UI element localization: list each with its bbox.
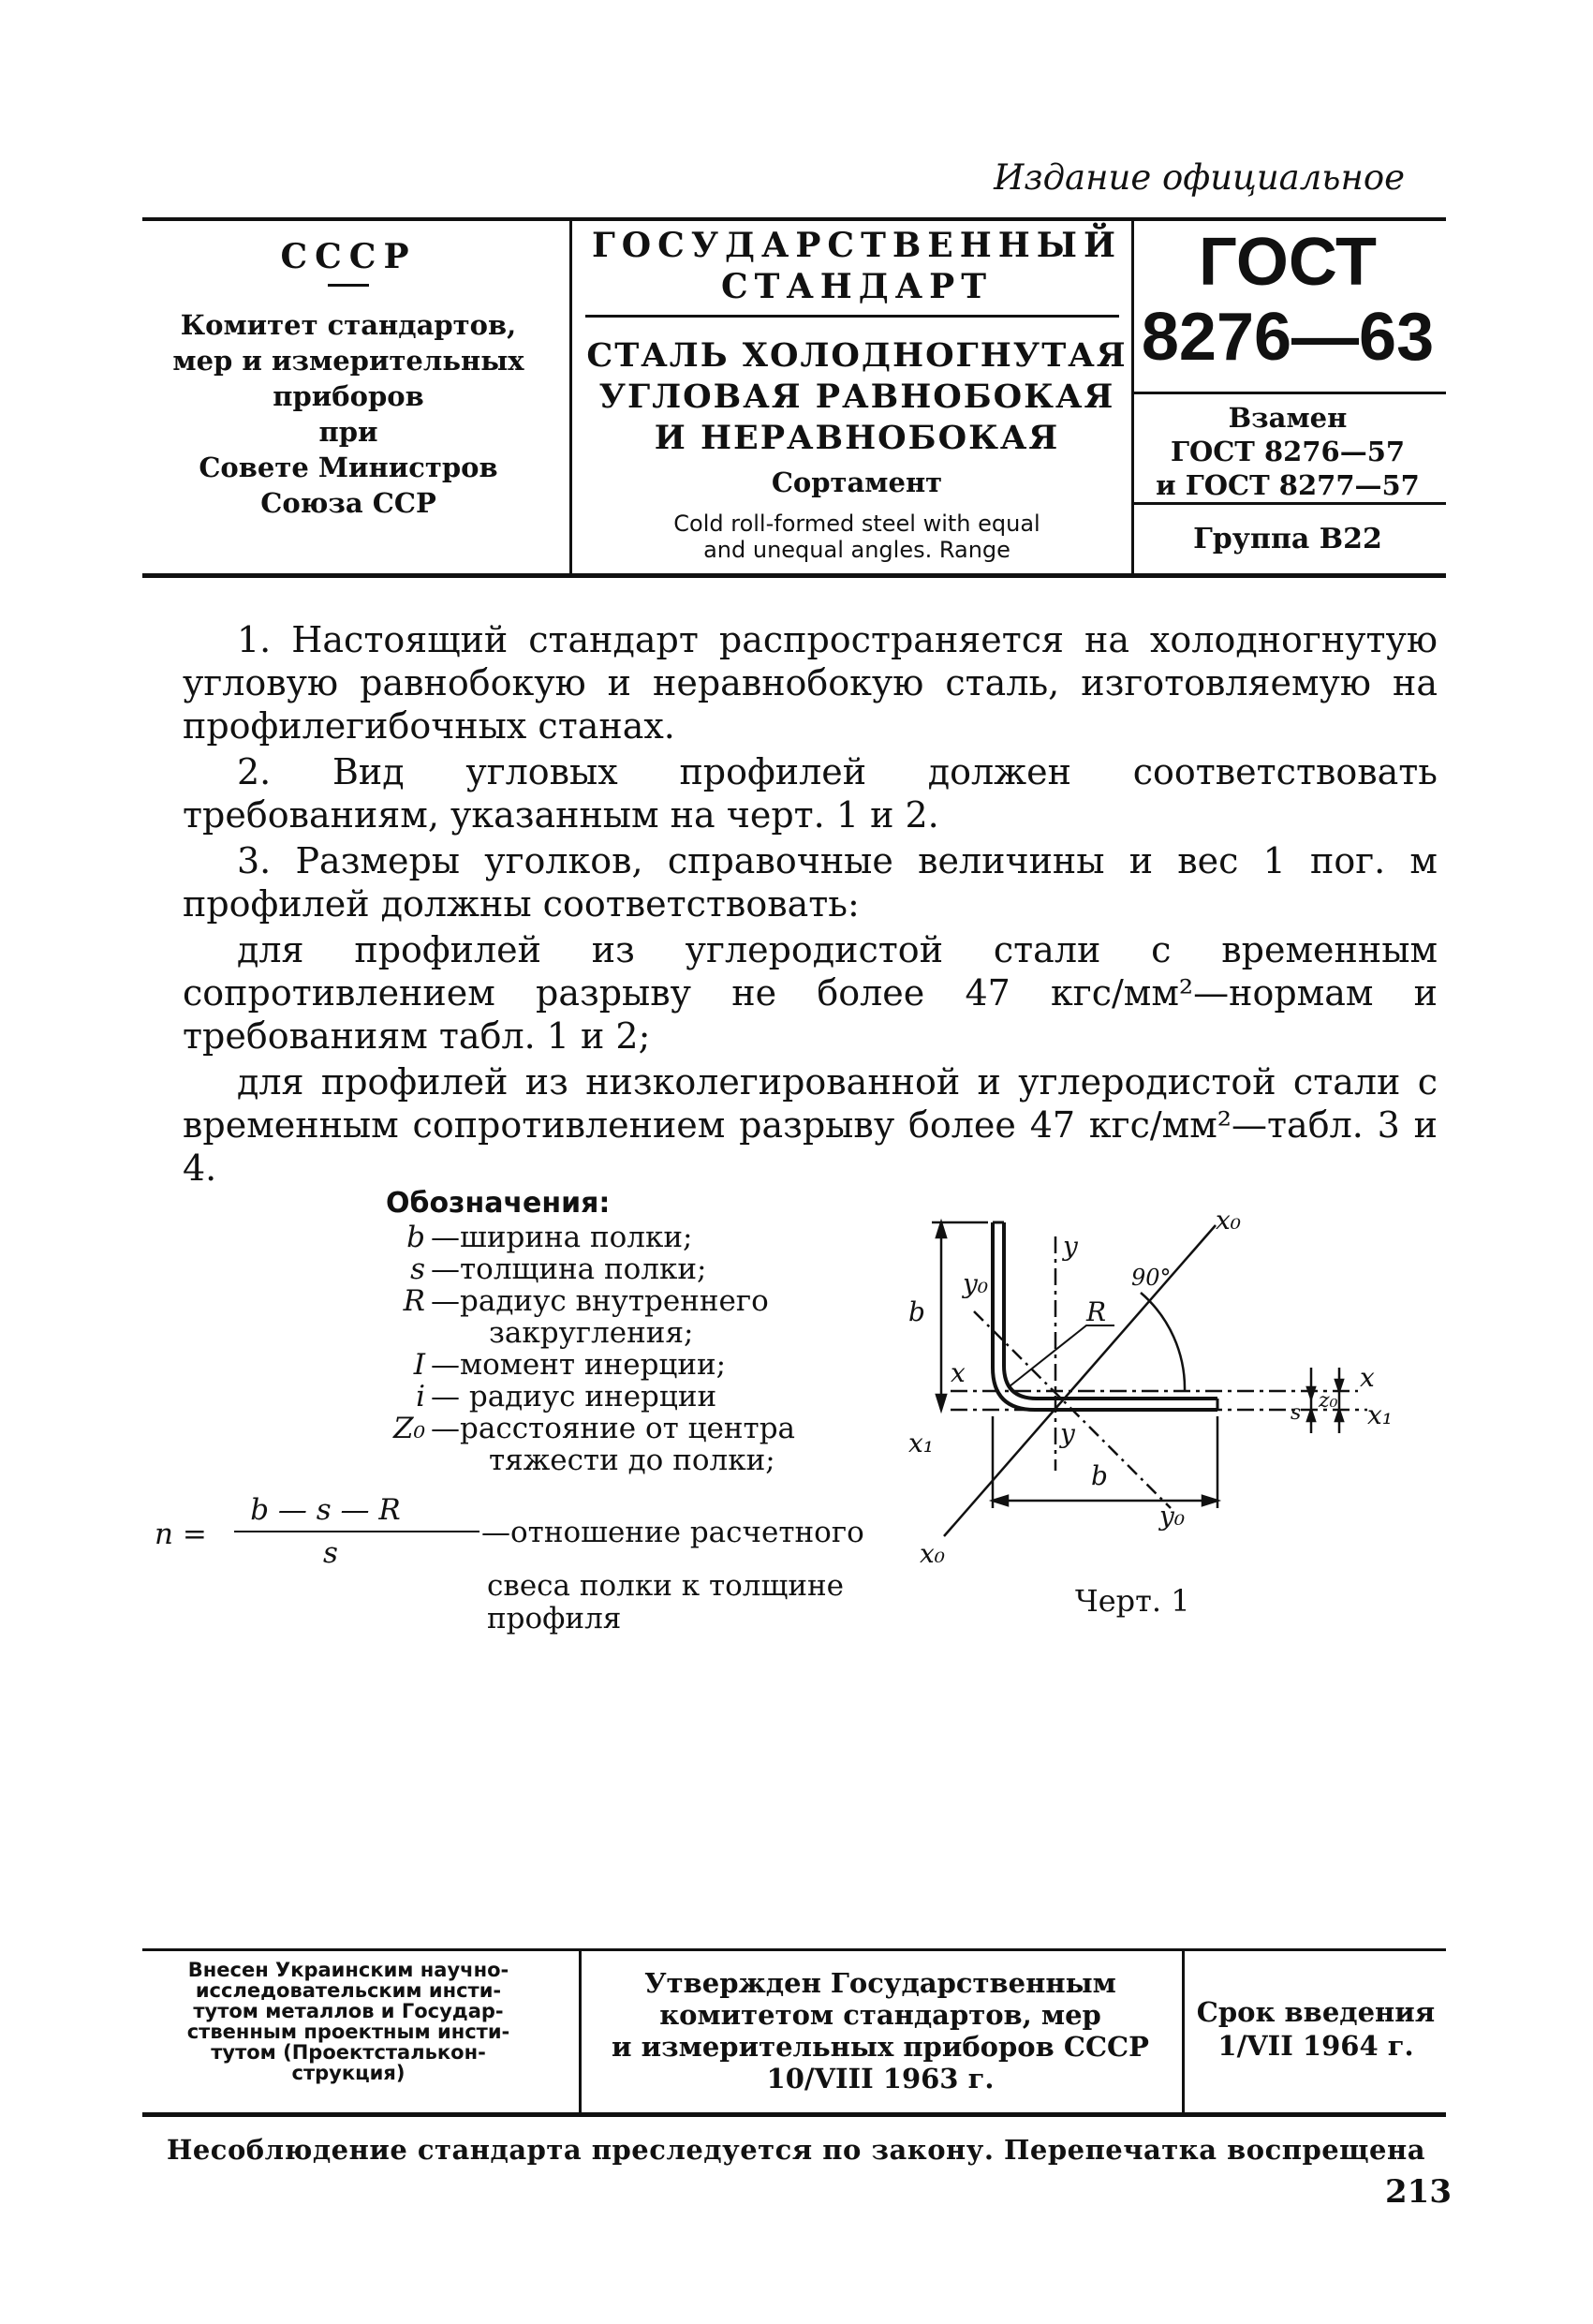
standard-type xyxy=(576,225,1138,307)
standard-type-line: ГОСУДАРСТВЕННЫЙ xyxy=(591,226,1123,265)
notation-definition: —момент инерции; xyxy=(431,1348,727,1382)
notation-item xyxy=(150,1349,862,1381)
approved-by xyxy=(590,1967,1171,2095)
label-radius: R xyxy=(1086,1296,1107,1327)
notation-symbol: I xyxy=(413,1348,425,1382)
header-bottom-rule xyxy=(142,573,1446,578)
gost-designation xyxy=(1133,225,1442,375)
notation-item xyxy=(150,1413,862,1444)
label-b-bottom: b xyxy=(1091,1460,1108,1491)
formula-lhs: n = xyxy=(155,1517,207,1551)
formula-continuation: свеса полки к толщине xyxy=(487,1569,844,1603)
replaces-line: ГОСТ 8276—57 xyxy=(1170,436,1406,467)
committee-line: мер и измерительных xyxy=(172,345,524,377)
committee-line: приборов xyxy=(273,380,424,412)
label-s: s xyxy=(1291,1401,1302,1425)
notation-item xyxy=(150,1221,862,1253)
formula-fraction-bar xyxy=(234,1531,479,1532)
english-title-line: and unequal angles. Range xyxy=(703,537,1010,563)
country-dash xyxy=(328,284,369,287)
label-x0-top: x₀ xyxy=(1216,1205,1242,1236)
legal-notice: Несоблюдение стандарта преследуется по закону. Перепечатка воспрещена xyxy=(166,2134,1426,2166)
formula-numerator: b — s — R xyxy=(250,1493,401,1527)
label-angle: 90° xyxy=(1131,1265,1172,1291)
replaces-block xyxy=(1133,401,1442,502)
effective-date xyxy=(1194,1995,1438,2063)
effective-date-line: 1/VII 1964 г. xyxy=(1217,2030,1414,2062)
title-line: СТАЛЬ ХОЛОДНОГНУТАЯ xyxy=(586,336,1128,375)
notation-symbol: s xyxy=(410,1252,425,1286)
header-right-rule-2 xyxy=(1134,502,1446,505)
paragraph-1: 1. Настоящий стандарт распространяется на холодногнутую угловую равнобокую и неравнобокую сталь, изготовляемую на профилегибочных станах. xyxy=(183,619,1438,747)
introduced-by-line: тутом (Проектсталькон- xyxy=(211,2041,486,2064)
body-text xyxy=(183,618,1438,1192)
notation-symbol: i xyxy=(416,1380,425,1414)
notation-continuation: закругления; xyxy=(489,1316,694,1350)
notation-definition: —расстояние от центра xyxy=(431,1412,796,1445)
label-z0: z₀ xyxy=(1319,1389,1338,1413)
notation-continuation: тяжести до полки; xyxy=(489,1443,775,1477)
label-x1-right: x₁ xyxy=(1367,1399,1394,1430)
introduced-by-line: исследовательским инсти- xyxy=(195,1979,502,2002)
label-x-left: x xyxy=(951,1357,966,1388)
label-x1-left: x₁ xyxy=(908,1428,935,1458)
paragraph-5: для профилей из низколегированной и углеродистой стали с временным сопротивлением разрыву более 47 кгс/мм²—табл. 3 и 4. xyxy=(183,1061,1438,1189)
replaces-line: и ГОСТ 8277—57 xyxy=(1156,469,1420,501)
notation-list xyxy=(150,1188,862,1476)
notation-definition: —толщина полки; xyxy=(431,1252,707,1286)
notation-item xyxy=(150,1381,862,1413)
notation-symbol: b xyxy=(406,1221,425,1254)
group-label: Группа В22 xyxy=(1193,523,1382,555)
committee-line: Союза ССР xyxy=(260,487,436,519)
document-subtitle: Сортамент xyxy=(771,466,943,498)
footer-bottom-rule xyxy=(142,2112,1446,2117)
replaces-line: Взамен xyxy=(1228,402,1348,434)
english-title xyxy=(576,511,1138,563)
label-x-right: x xyxy=(1360,1362,1375,1393)
document-title xyxy=(576,335,1138,459)
formula-definition: —отношение расчетного xyxy=(481,1516,864,1549)
introduced-by-line: струкция) xyxy=(291,2062,406,2084)
label-b-left: b xyxy=(908,1296,925,1327)
notation-symbol: Z₀ xyxy=(393,1412,425,1445)
approved-by-line: Утвержден Государственным xyxy=(644,1967,1116,1999)
notation-definition: —ширина полки; xyxy=(431,1221,693,1254)
introduced-by-line: Внесен Украинским научно- xyxy=(187,1959,509,1981)
header-right-rule-1 xyxy=(1134,392,1446,394)
notation-item xyxy=(150,1285,862,1317)
right-angle-arc xyxy=(1141,1293,1185,1391)
committee-line: Совете Министров xyxy=(199,451,498,483)
committee-line: Комитет стандартов, xyxy=(180,309,517,341)
committee-line: при xyxy=(318,416,378,448)
page-number: 213 xyxy=(1385,2173,1452,2211)
country-label: СССР xyxy=(280,237,417,276)
label-y0-top: y₀ xyxy=(963,1268,989,1299)
header-left-block xyxy=(142,239,554,521)
paragraph-2: 2. Вид угловых профилей должен соответствовать требованиям, указанным на черт. 1 и 2. xyxy=(183,751,1438,836)
notation-item xyxy=(150,1253,862,1285)
header-mid-rule xyxy=(585,315,1119,318)
paragraph-4: для профилей из углеродистой стали с временным сопротивлением разрыву не более 47 кгс/мм²—нормам и требованиям табл. 1 и 2; xyxy=(183,929,1438,1057)
notation-definition: — радиус инерции xyxy=(431,1380,717,1414)
radius-leader xyxy=(1010,1325,1114,1386)
label-x0-bottom: x₀ xyxy=(920,1538,946,1569)
edition-label: Издание официальное xyxy=(994,157,1405,198)
introduced-by-line: ственным проектным инсти- xyxy=(186,2021,510,2043)
approved-by-line: и измерительных приборов СССР xyxy=(612,2031,1149,2063)
standard-type-line: СТАНДАРТ xyxy=(721,267,993,306)
effective-date-line: Срок введения xyxy=(1196,1996,1436,2028)
label-y0-bottom: y₀ xyxy=(1159,1501,1186,1532)
approved-by-line: 10/VIII 1963 г. xyxy=(766,2063,995,2095)
gost-label: ГОСТ xyxy=(1198,225,1378,300)
label-y-bottom: y xyxy=(1060,1418,1075,1449)
header-top-rule xyxy=(142,217,1446,221)
formula-denominator: s xyxy=(323,1536,338,1570)
english-title-line: Cold roll-formed steel with equal xyxy=(673,511,1040,537)
title-line: УГЛОВАЯ РАВНОБОКАЯ xyxy=(598,377,1115,416)
formula-continuation: профиля xyxy=(487,1602,622,1636)
notation-symbol: R xyxy=(403,1284,425,1318)
footer-divider-right xyxy=(1182,1951,1185,2112)
notation-definition: —радиус внутреннего xyxy=(431,1284,769,1318)
paragraph-3: 3. Размеры уголков, справочные величины и вес 1 пог. м профилей должны соответствовать: xyxy=(183,840,1438,925)
introduced-by xyxy=(142,1960,554,2083)
approved-by-line: комитетом стандартов, мер xyxy=(659,1999,1101,2031)
title-line: И НЕРАВНОБОКАЯ xyxy=(654,419,1060,457)
figure-caption: Черт. 1 xyxy=(1075,1583,1190,1619)
footer-top-rule xyxy=(142,1948,1446,1951)
footer-divider-left xyxy=(579,1951,582,2112)
label-y-top: y xyxy=(1063,1231,1078,1262)
notation-heading: Обозначения: xyxy=(386,1187,611,1220)
gost-number: 8276—63 xyxy=(1141,300,1435,375)
introduced-by-line: тутом металлов и Государ- xyxy=(193,2000,504,2022)
angle-profile-drawing xyxy=(899,1199,1423,1574)
header-divider-left xyxy=(569,221,572,573)
